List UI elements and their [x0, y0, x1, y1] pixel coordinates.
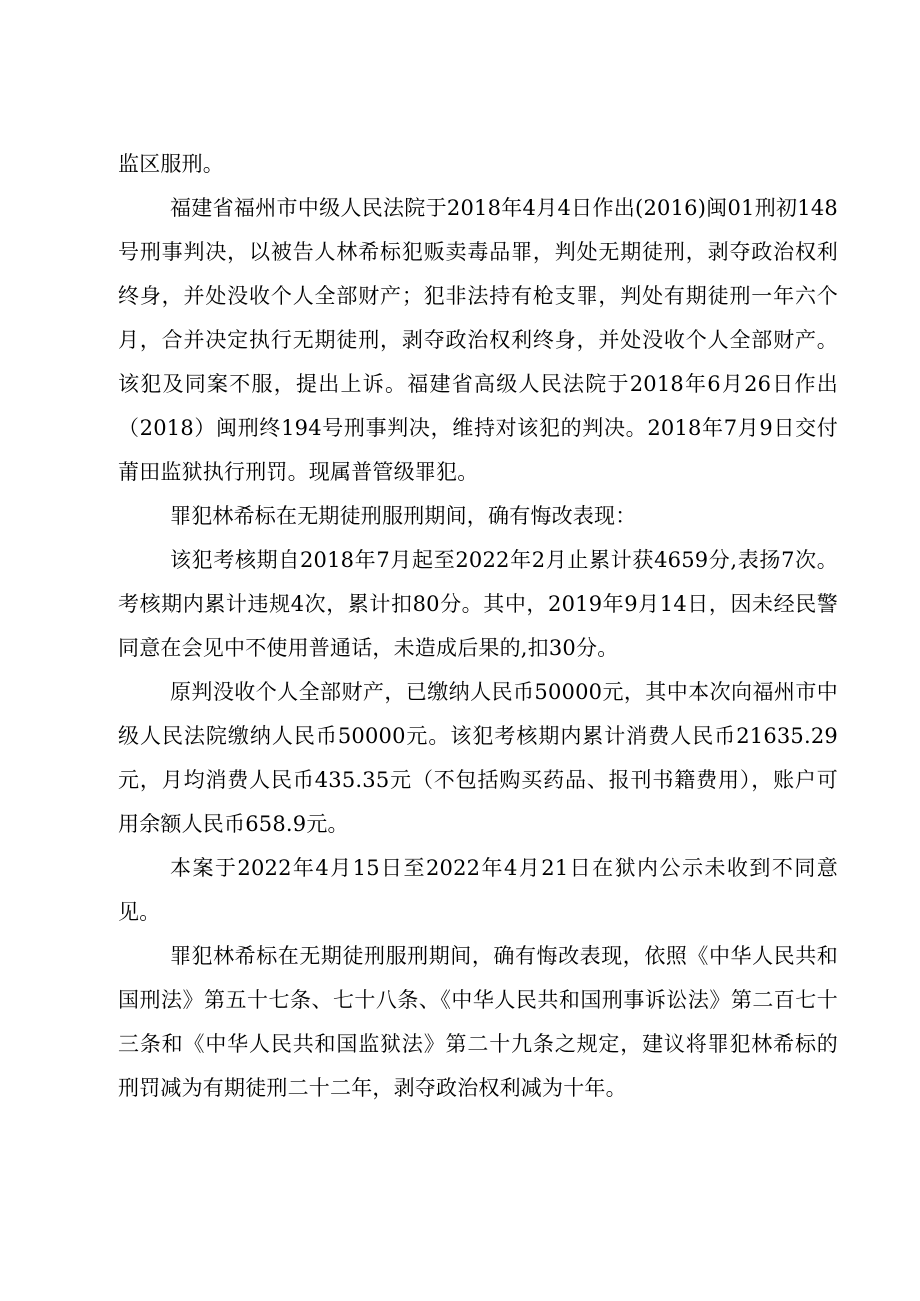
paragraph-recommendation: 罪犯林希标在无期徒刑服刑期间，确有悔改表现，依照《中华人民共和国刑法》第五十七条、七十八条、《中华人民共和国刑事诉讼法》第二百七十三条和《中华人民共和国监狱法》第二十九条之规定，建议将罪犯林希标的刑罚减为有期徒刑二十二年，剥夺政治权利减为十年。: [118, 944, 838, 1100]
paragraph-public-notice: 本案于2022年4月15日至2022年4月21日在狱内公示未收到不同意见。: [118, 856, 838, 924]
paragraph-property-payment: 原判没收个人全部财产，已缴纳人民币50000元，其中本次向福州市中级人民法院缴纳人民币50000元。该犯考核期内累计消费人民币21635.29元，月均消费人民币435.35元（不包括购买药品、报刊书籍费用），账户可用余额人民币658.9元。: [118, 680, 838, 836]
document-body: [118, 142, 838, 1110]
paragraph-continuation: 监区服刑。: [118, 152, 224, 176]
paragraph-original-judgment: 福建省福州市中级人民法院于2018年4月4日作出(2016)闽01刑初148号刑事判决，以被告人林希标犯贩卖毒品罪，判处无期徒刑，剥夺政治权利终身，并处没收个人全部财产；犯非法持有枪支罪，判处有期徒刑一年六个月，合并决定执行无期徒刑，剥夺政治权利终身，并处没收个人全部财产。该犯及同案不服，提出上诉。福建省高级人民法院于2018年6月26日作出（2018）闽刑终194号刑事判决，维持对该犯的判决。2018年7月9日交付莆田监狱执行刑罚。现属普管级罪犯。: [118, 196, 838, 484]
paragraph-repentance-statement: 罪犯林希标在无期徒刑服刑期间，确有悔改表现：: [170, 504, 637, 528]
paragraph-assessment-record: 该犯考核期自2018年7月起至2022年2月止累计获4659分,表扬7次。考核期内累计违规4次，累计扣80分。其中，2019年9月14日，因未经民警同意在会见中不使用普通话，未造成后果的,扣30分。: [118, 548, 838, 660]
